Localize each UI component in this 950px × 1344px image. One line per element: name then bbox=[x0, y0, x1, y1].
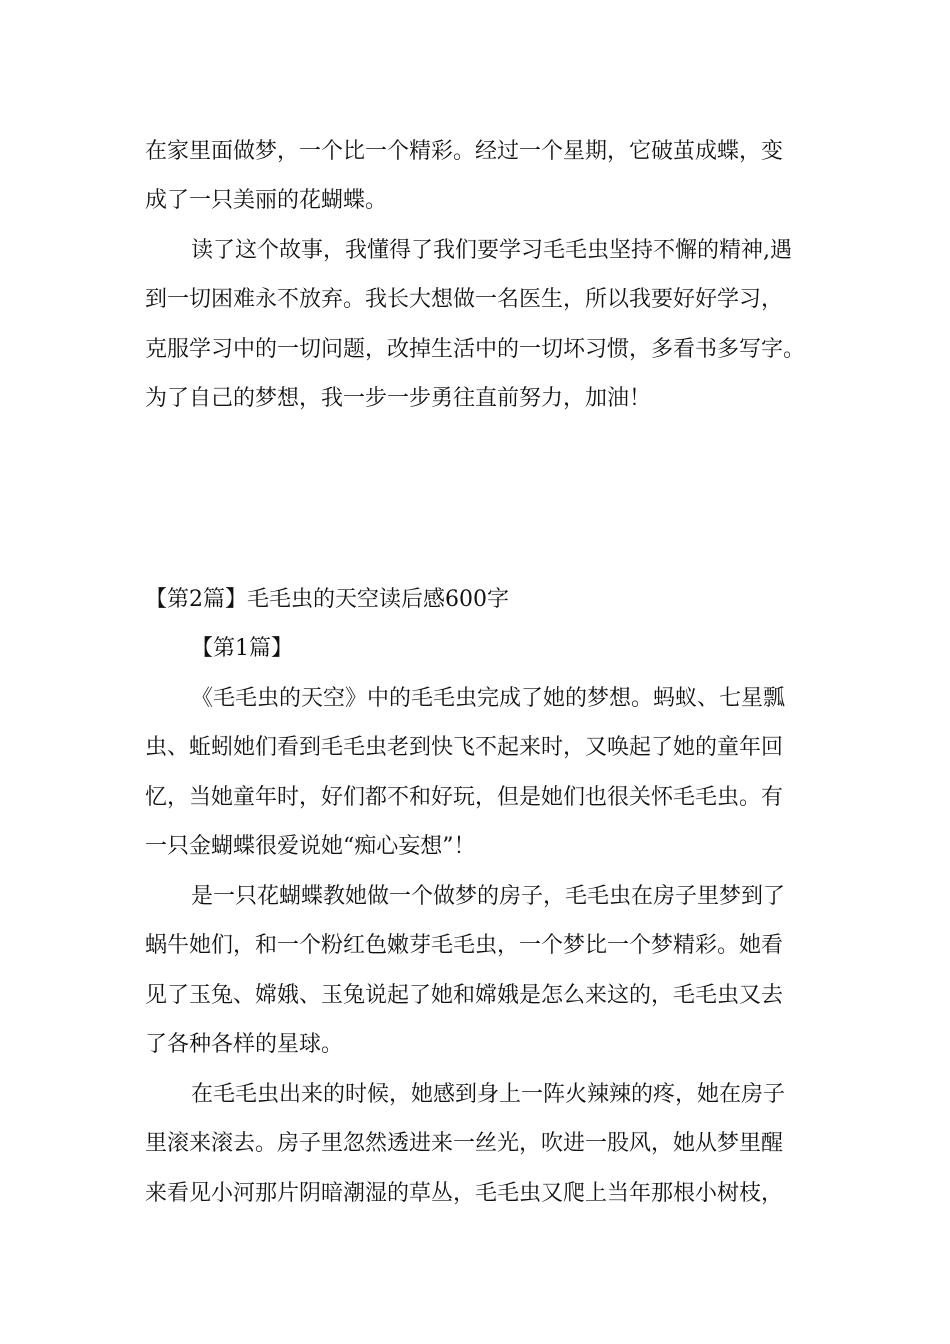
body-text-line: 为了自己的梦想，我一步一步勇往直前努力，加油！ bbox=[145, 386, 652, 411]
body-text-line: 成了一只美丽的花蝴蝶。 bbox=[145, 188, 388, 213]
body-text-line: 是一只花蝴蝶教她做一个做梦的房子，毛毛虫在房子里梦到了 bbox=[191, 884, 786, 909]
section-heading: 【第2篇】毛毛虫的天空读后感600字 bbox=[145, 587, 509, 612]
body-text-line: 《毛毛虫的天空》中的毛毛虫完成了她的梦想。蚂蚁、七星瓢 bbox=[191, 686, 786, 711]
body-text-line: 读了这个故事，我懂得了我们要学习毛毛虫坚持不懈的精神,遇 bbox=[191, 238, 792, 263]
body-text-line: 到一切困难永不放弃。我长大想做一名医生，所以我要好好学习， bbox=[145, 287, 784, 312]
body-text-line: 在家里面做梦，一个比一个精彩。经过一个星期，它破茧成蝶，变 bbox=[145, 139, 784, 164]
body-text-line: 了各种各样的星球。 bbox=[145, 1032, 344, 1057]
body-text-line: 一只金蝴蝶很爱说她“痴心妄想”！ bbox=[145, 834, 476, 859]
body-text-line: 里滚来滚去。房子里忽然透进来一丝光，吹进一股风，她从梦里醒 bbox=[145, 1131, 784, 1156]
body-text-line: 克服学习中的一切问题，改掉生活中的一切坏习惯，多看书多写字。 bbox=[145, 337, 806, 362]
body-text-line: 在毛毛虫出来的时候，她感到身上一阵火辣辣的疼，她在房子 bbox=[191, 1082, 786, 1107]
body-text-line: 蜗牛她们，和一个粉红色嫩芽毛毛虫，一个梦比一个梦精彩。她看 bbox=[145, 933, 784, 958]
sub-heading: 【第1篇】 bbox=[191, 636, 293, 661]
body-text-line: 见了玉兔、嫦娥、玉兔说起了她和嫦娥是怎么来这的，毛毛虫又去 bbox=[145, 983, 784, 1008]
body-text-line: 忆，当她童年时，好们都不和好玩，但是她们也很关怀毛毛虫。有 bbox=[145, 785, 784, 810]
body-text-line: 虫、蚯蚓她们看到毛毛虫老到快飞不起来时，又唤起了她的童年回 bbox=[145, 735, 784, 760]
body-text-line: 来看见小河那片阴暗潮湿的草丛，毛毛虫又爬上当年那根小树枝， bbox=[145, 1181, 784, 1206]
